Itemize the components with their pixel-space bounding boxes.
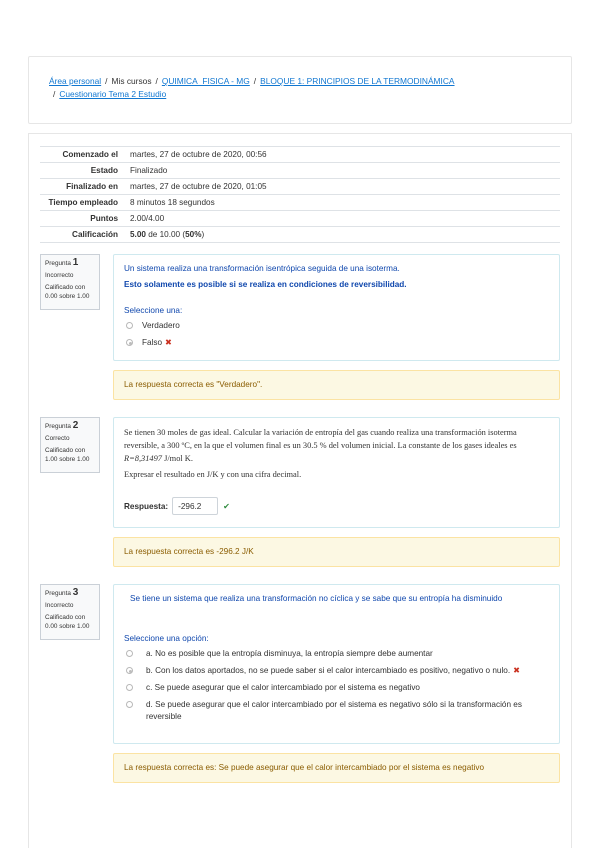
answer-prompt: Seleccione una: bbox=[124, 306, 183, 315]
question-text: Un sistema realiza una transformación isentrópica seguida de una isoterma. bbox=[124, 264, 400, 273]
question-state: Correcto bbox=[45, 435, 70, 442]
header-card bbox=[28, 56, 572, 124]
option-label: Falso bbox=[142, 338, 163, 347]
answer-label: Respuesta: bbox=[124, 501, 169, 511]
answer-row bbox=[124, 497, 549, 515]
question-info-2 bbox=[40, 417, 100, 473]
question-label: Pregunta bbox=[45, 423, 71, 430]
breadcrumb-course[interactable]: QUIMICA_FISICA - MG bbox=[161, 76, 250, 86]
summary-value: martes, 27 de octubre de 2020, 00:56 bbox=[130, 150, 267, 159]
summary-value: 2.00/4.00 bbox=[130, 214, 165, 223]
incorrect-icon: ✖ bbox=[513, 666, 520, 675]
correct-answer-feedback-1: La respuesta correcta es "Verdadero". bbox=[113, 370, 560, 400]
correct-answer-feedback-2: La respuesta correcta es -296.2 J/K bbox=[113, 537, 560, 567]
gas-constant: R=8,31497 bbox=[124, 454, 162, 463]
radio-unchecked[interactable] bbox=[126, 650, 133, 657]
question-statement: Esto solamente es posible si se realiza en condiciones de reversibilidad. bbox=[124, 280, 407, 289]
summary-value: martes, 27 de octubre de 2020, 01:05 bbox=[130, 182, 267, 191]
option-falso[interactable] bbox=[124, 337, 549, 349]
question-grade: Calificado con 0.00 sobre 1.00 bbox=[45, 614, 90, 630]
radio-checked[interactable] bbox=[126, 667, 133, 674]
summary-value: Finalizado bbox=[130, 166, 168, 175]
summary-label: Tiempo empleado bbox=[48, 198, 118, 207]
question-number: 1 bbox=[72, 257, 79, 268]
question-formulation-3 bbox=[113, 584, 560, 744]
summary-row-points bbox=[40, 211, 560, 227]
radio-checked[interactable] bbox=[126, 339, 133, 346]
correct-icon: ✔ bbox=[223, 502, 231, 511]
breadcrumb-separator: / bbox=[105, 76, 108, 86]
breadcrumb-area-personal[interactable]: Área personal bbox=[49, 76, 102, 86]
attempt-summary-table bbox=[40, 146, 560, 243]
summary-label: Puntos bbox=[90, 214, 118, 223]
question-text-body: Se tienen 30 moles de gas ideal. Calcular la variación de entropía del gas cuando realiza una transformación isoterma reversible, a 300 ºC, en la que el volumen final es un 30.5 % del volumen inicial. La constante de los gases ideales es bbox=[124, 428, 517, 450]
question-label: Pregunta bbox=[45, 260, 71, 267]
radio-unchecked[interactable] bbox=[126, 684, 133, 691]
question-state: Incorrecto bbox=[45, 272, 74, 279]
summary-label: Finalizado en bbox=[66, 182, 118, 191]
breadcrumb bbox=[49, 75, 549, 101]
summary-value bbox=[122, 227, 560, 243]
grade-close: ) bbox=[201, 230, 205, 239]
summary-label: Estado bbox=[90, 166, 118, 175]
question-formulation-1 bbox=[113, 254, 560, 361]
breadcrumb-separator: / bbox=[253, 76, 257, 86]
question-text bbox=[124, 426, 549, 465]
breadcrumb-separator: / bbox=[155, 76, 158, 86]
option-label: d. Se puede asegurar que el calor intercambiado por el sistema es negativo sólo si la transformación es reversible bbox=[146, 700, 522, 721]
option-a[interactable] bbox=[124, 648, 549, 660]
summary-row-started bbox=[40, 147, 560, 163]
summary-row-finished bbox=[40, 179, 560, 195]
breadcrumb-section[interactable]: BLOQUE 1: PRINCIPIOS DE LA TERMODINÁMICA bbox=[260, 76, 455, 86]
question-number: 2 bbox=[72, 420, 79, 431]
question-state: Incorrecto bbox=[45, 602, 74, 609]
option-d[interactable] bbox=[124, 699, 549, 723]
option-c[interactable] bbox=[124, 682, 549, 694]
radio-unchecked[interactable] bbox=[126, 322, 133, 329]
question-info-3 bbox=[40, 584, 100, 640]
summary-value: 8 minutos 18 segundos bbox=[130, 198, 215, 207]
summary-label: Calificación bbox=[72, 230, 118, 239]
summary-row-state bbox=[40, 163, 560, 179]
option-b[interactable] bbox=[124, 665, 549, 677]
option-label: Verdadero bbox=[142, 321, 180, 330]
summary-row-time bbox=[40, 195, 560, 211]
breadcrumb-mis-cursos: Mis cursos bbox=[111, 76, 152, 86]
question-instructions: Expresar el resultado en J/K y con una cifra decimal. bbox=[124, 470, 302, 479]
answer-prompt: Seleccione una opción: bbox=[124, 634, 209, 643]
incorrect-icon: ✖ bbox=[165, 338, 172, 347]
breadcrumb-quiz[interactable]: Cuestionario Tema 2 Estudio bbox=[59, 89, 167, 99]
question-text: Se tiene un sistema que realiza una transformación no cíclica y se sabe que su entropía ha disminuido bbox=[130, 594, 503, 603]
question-info-1 bbox=[40, 254, 100, 310]
option-label: a. No es posible que la entropía disminuya, la entropía siempre debe aumentar bbox=[146, 649, 433, 658]
summary-label: Comenzado el bbox=[62, 150, 118, 159]
grade-score: 5.00 bbox=[130, 230, 146, 239]
grade-of: de 10.00 ( bbox=[145, 230, 186, 239]
question-label: Pregunta bbox=[45, 590, 71, 597]
gas-constant-units: J/mol K. bbox=[162, 454, 193, 463]
question-grade: Calificado con 0.00 sobre 1.00 bbox=[45, 284, 90, 300]
grade-percent: 50% bbox=[185, 230, 202, 239]
option-verdadero[interactable] bbox=[124, 320, 549, 332]
option-label: b. Con los datos aportados, no se puede saber si el calor intercambiado es positivo, negativo o nulo. bbox=[146, 666, 511, 675]
breadcrumb-separator: / bbox=[53, 89, 56, 99]
radio-unchecked[interactable] bbox=[126, 701, 133, 708]
question-grade: Calificado con 1.00 sobre 1.00 bbox=[45, 447, 90, 463]
question-number: 3 bbox=[72, 587, 79, 598]
correct-answer-feedback-3: La respuesta correcta es: Se puede asegurar que el calor intercambiado por el sistema es negativo bbox=[113, 753, 560, 783]
question-formulation-2 bbox=[113, 417, 560, 528]
summary-row-grade bbox=[40, 227, 560, 243]
option-label: c. Se puede asegurar que el calor intercambiado por el sistema es negativo bbox=[146, 683, 420, 692]
answer-input[interactable] bbox=[172, 497, 218, 515]
